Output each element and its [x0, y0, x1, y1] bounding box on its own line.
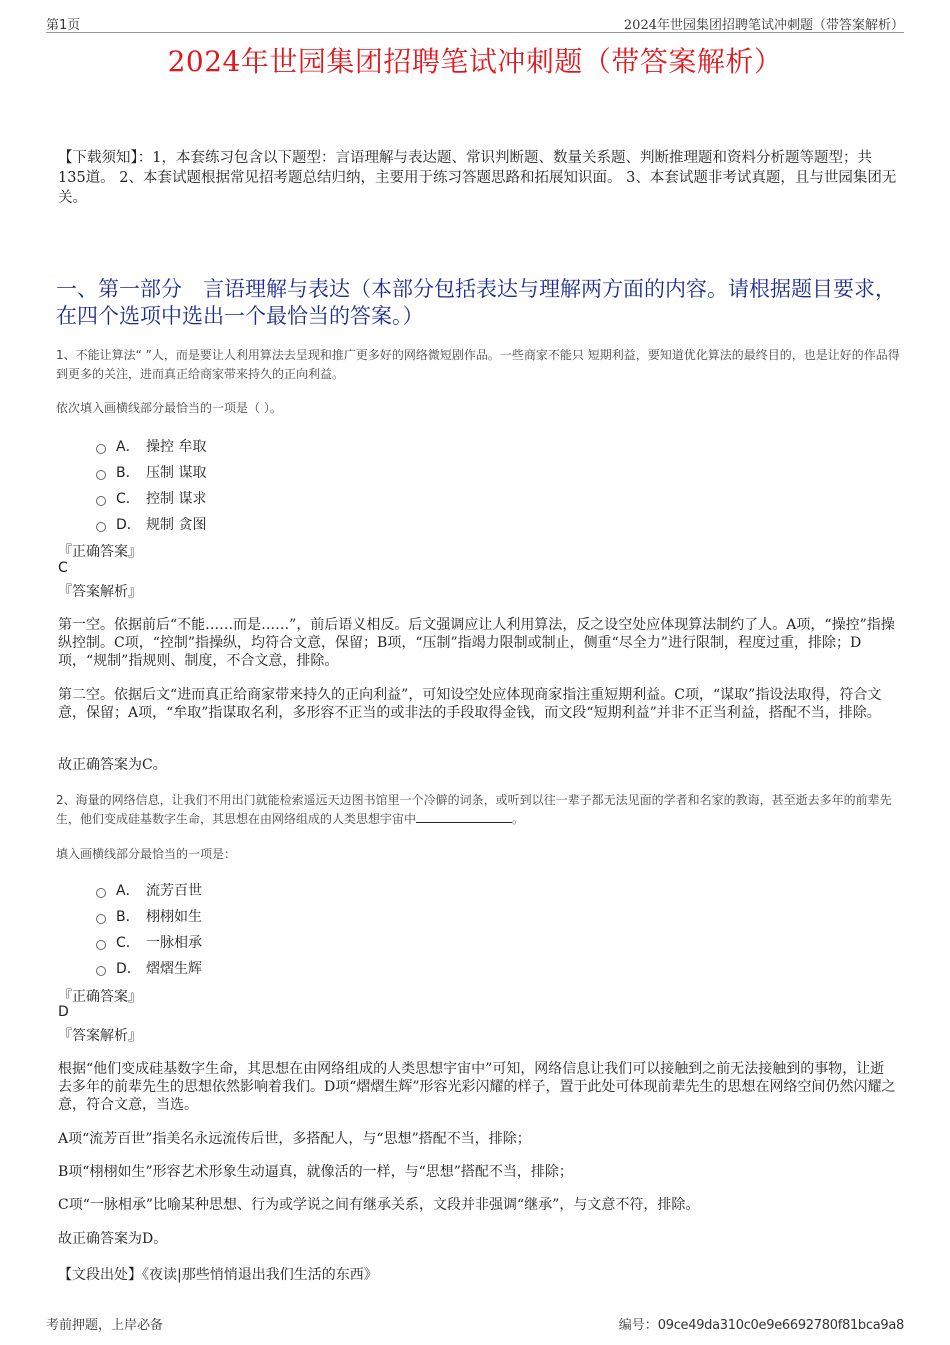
analysis-paragraph: 根据“他们变成硅基数字生命，其思想在由网络组成的人类思想宇宙中”可知，网络信息让我们可以接触到之前无法接触到的事物，让逝去多年的前辈先生的思想依然影响着我们。D项“熠熠生辉”形容光彩闪耀的样子，置于此处可体现前辈先生的思想在网络空间仍然闪耀之意，符合文意，当选。: [58, 1061, 896, 1113]
analysis-conclusion: 故正确答案为D。: [58, 1231, 168, 1247]
question-2-text: 2、海量的网络信息，让我们不用出门就能检索遥远天边图书馆里一个冷僻的词条，或听到以往一辈子都无法见面的学者和名家的教诲，甚至逝去多年的前辈先生，他们变成硅基数字生命，其思想在由网络组成的人类思想宇宙中 。: [56, 793, 892, 826]
analysis-label: 『答案解析』: [58, 1028, 142, 1044]
radio-icon[interactable]: [96, 914, 106, 924]
option-d[interactable]: D． 熠熠生辉: [96, 955, 202, 981]
option-c[interactable]: C． 控制 谋求: [96, 485, 206, 511]
option-b[interactable]: B． 栩栩如生: [96, 903, 202, 929]
analysis-label: 『答案解析』: [58, 584, 142, 600]
question-1-prompt: 依次填入画横线部分最恰当的一项是（ ）。: [56, 401, 282, 415]
analysis-paragraph: 第一空。依据前后“不能……而是……”，前后语义相反。后文强调应让人利用算法，反之设空处应体现算法制约了人。A项，“操控”指操纵控制。C项，“控制”指操纵，均符合文意，保留；B项，“压制”指竭力限制或制止，侧重“尽全力”进行限制，程度过重，排除；D项，“规制”指规则、制度，不合文意，排除。: [58, 617, 895, 669]
option-a[interactable]: A． 流芳百世: [96, 877, 202, 903]
analysis-paragraph: 第二空。依据后文“进而真正给商家带来持久的正向利益”，可知设空处应体现商家指注重短期利益。C项，“谋取”指设法取得，符合文意，保留；A项，“牟取”指谋取名利，多形容不正当的或非法的手段取得金钱，而文段“短期利益”并非不正当利益，搭配不当，排除。: [58, 687, 882, 721]
radio-icon[interactable]: [96, 496, 106, 506]
answer-value: C: [58, 560, 68, 576]
option-a[interactable]: A． 操控 牟取: [96, 433, 206, 459]
footer-slogan: 考前押题，上岸必备: [46, 1318, 164, 1333]
question-2-options: [96, 877, 202, 981]
radio-icon[interactable]: [96, 966, 106, 976]
radio-icon[interactable]: [96, 888, 106, 898]
fill-blank: [416, 810, 512, 823]
question-1-options: [96, 433, 206, 537]
source-citation: 【文段出处】《夜读|那些悄悄退出我们生活的东西》: [58, 1267, 378, 1283]
page-number: 第1页: [46, 18, 81, 33]
question-1-text: 1、不能让算法“ ”人，而是要让人利用算法去呈现和推广更多好的网络微短剧作品。一些商家不能只 短期利益，要知道优化算法的最终目的，也是让好的作品得到更多的关注，进而真正给商家带来持久的正向利益。: [56, 348, 900, 381]
download-notice: 【下载须知】：1，本套练习包含以下题型：言语理解与表达题、常识判断题、数量关系题、判断推理题和资料分析题等题型；共135道。 2、本套试题根据常见招考题总结归纳，主要用于练习答题思路和拓展知识面。 3、本套试题非考试真题，且与世园集团无关。: [58, 150, 897, 206]
analysis-paragraph: B项“栩栩如生”形容艺术形象生动逼真，就像活的一样，与“思想”搭配不当，排除；: [58, 1164, 573, 1180]
option-b[interactable]: B． 压制 谋取: [96, 459, 206, 485]
section-title: 一、第一部分 言语理解与表达（本部分包括表达与理解两方面的内容。请根据题目要求，在四个选项中选出一个最恰当的答案。）: [56, 277, 896, 328]
footer-code-value: 09ce49da310c0e9e6692780f81bca9a8: [657, 1318, 904, 1333]
answer-label: 『正确答案』: [58, 544, 142, 560]
radio-icon[interactable]: [96, 444, 106, 454]
option-c[interactable]: C． 一脉相承: [96, 929, 202, 955]
option-d[interactable]: D． 规制 贪图: [96, 511, 206, 537]
page-header: [0, 0, 950, 34]
radio-icon[interactable]: [96, 940, 106, 950]
page-title: 2024年世园集团招聘笔试冲刺题（带答案解析）: [167, 45, 783, 78]
footer-code-label: 编号：: [618, 1318, 658, 1333]
header-doc-title: 2024年世园集团招聘笔试冲刺题（带答案解析）: [623, 18, 904, 33]
analysis-paragraph: A项“流芳百世”指美名永远流传后世，多搭配人，与“思想”搭配不当，排除；: [58, 1131, 531, 1147]
radio-icon[interactable]: [96, 522, 106, 532]
header-divider: [46, 32, 904, 33]
question-2-prompt: 填入画横线部分最恰当的一项是：: [56, 847, 237, 861]
answer-label: 『正确答案』: [58, 989, 142, 1005]
analysis-paragraph: C项“一脉相承”比喻某种思想、行为或学说之间有继承关系，文段并非强调“继承”，与文意不符，排除。: [58, 1197, 700, 1213]
answer-value: D: [58, 1004, 69, 1020]
footer-code: [619, 1314, 904, 1333]
analysis-conclusion: 故正确答案为C。: [58, 757, 167, 773]
radio-icon[interactable]: [96, 470, 106, 480]
